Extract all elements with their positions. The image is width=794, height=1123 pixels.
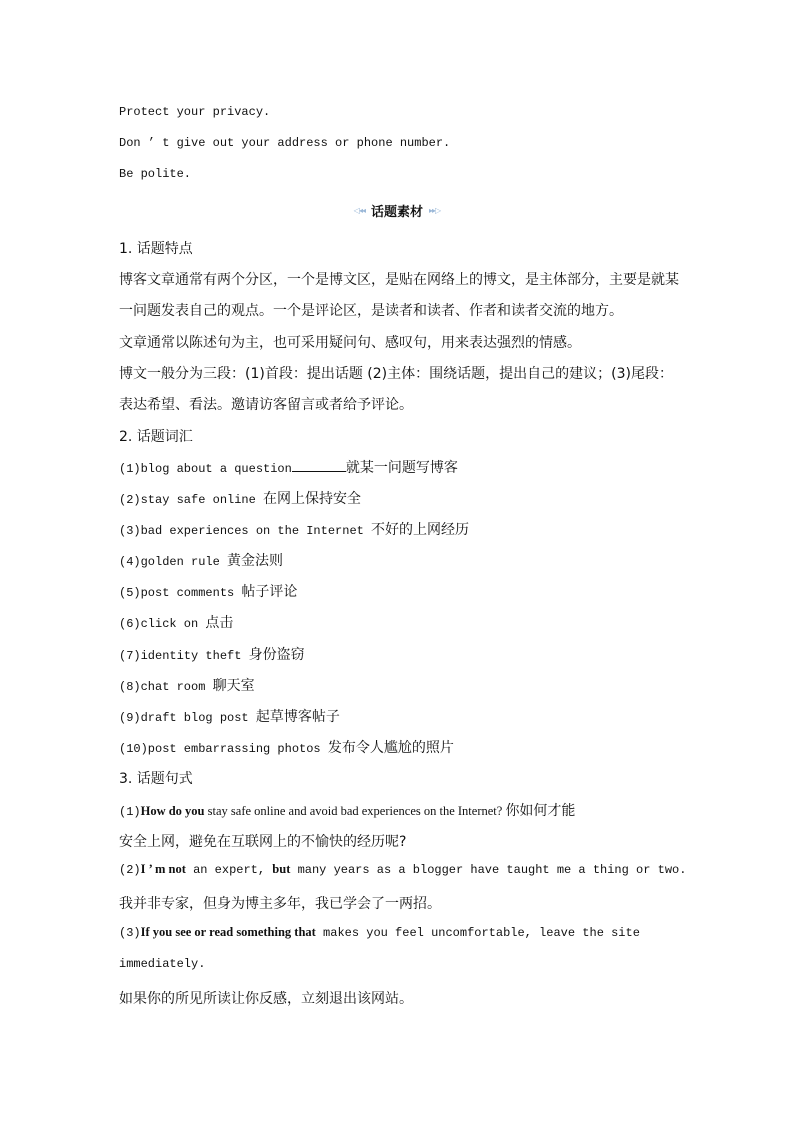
vocab-zh: 不好的上网经历 [371, 522, 470, 538]
sentence-2 [119, 862, 686, 877]
vocab-en: (2)stay safe online [119, 493, 264, 507]
sentence-1 [119, 800, 575, 820]
sentence-1-translation: 安全上网，避免在互联网上的不愉快的经历呢? [119, 834, 407, 850]
vocab-zh: 帖子评论 [241, 584, 298, 600]
vocab-item [119, 581, 297, 601]
sentence-text: stay safe online and avoid bad experiences on the Internet? [204, 804, 506, 818]
vocab-zh: 发布令人尴尬的照片 [327, 740, 454, 756]
section-2-heading: 2. 话题词汇 [119, 429, 193, 445]
vocab-zh: 点击 [205, 615, 234, 631]
vocab-en: (4)golden rule [119, 555, 228, 569]
sentence-pattern-bold: If you see or read something that [140, 925, 316, 939]
sentence-text: many years as a blogger have taught me a thing or two. [290, 863, 687, 877]
vocab-en: (8)chat room [119, 680, 213, 694]
s1-paragraph-3a: 博文一般分为三段：(1)首段：提出话题 (2)主体：围绕话题，提出自己的建议；(3)尾段： [119, 366, 673, 382]
vocab-en: (10)post embarrassing photos [119, 742, 328, 756]
section-3-heading: 3. 话题句式 [119, 771, 193, 787]
sentence-number: (3) [119, 926, 141, 940]
sentence-number: (1) [119, 805, 141, 819]
topic-material-banner [338, 202, 456, 218]
left-arrow-decoration-icon: ◁◂◂ [353, 205, 365, 215]
intro-line-3: Be polite. [119, 167, 192, 181]
intro-line-2: Don ’ t give out your address or phone number. [119, 136, 451, 150]
vocab-zh: 起草博客帖子 [255, 709, 340, 725]
s1-paragraph-1a: 博客文章通常有两个分区，一个是博文区，是贴在网络上的博文，是主体部分，主要是就某 [119, 272, 679, 288]
sentence-3-translation: 如果你的所见所读让你反感，立刻退出该网站。 [119, 991, 413, 1007]
sentence-number: (2) [119, 863, 141, 877]
sentence-text: an expert, [185, 863, 273, 877]
section-1-heading: 1. 话题特点 [119, 241, 193, 257]
right-arrow-decoration-icon: ▸▸▷ [429, 205, 441, 215]
sentence-3 [119, 925, 640, 940]
vocab-en: (9)draft blog post [119, 711, 256, 725]
vocab-item [119, 550, 283, 570]
s1-paragraph-1b: 一问题发表自己的观点。一个是评论区，是读者和读者、作者和读者交流的地方。 [119, 303, 623, 319]
vocab-en: (3)bad experiences on the Internet [119, 524, 372, 538]
intro-line-1: Protect your privacy. [119, 105, 271, 119]
s1-paragraph-2: 文章通常以陈述句为主，也可采用疑问句、感叹句，用来表达强烈的情感。 [119, 335, 581, 351]
vocab-en: (1)blog about a question [119, 462, 292, 476]
vocab-zh: 黄金法则 [227, 553, 284, 569]
vocab-en: (7)identity theft [119, 649, 249, 663]
vocab-zh: 聊天室 [212, 678, 255, 694]
vocab-item [119, 519, 469, 539]
vocab-item [119, 737, 454, 757]
s1-paragraph-3b: 表达希望、看法。邀请访客留言或者给予评论。 [119, 397, 413, 413]
vocab-zh: 就某一问题写博客 [345, 460, 458, 476]
sentence-pattern-bold: but [272, 862, 291, 876]
sentence-3-continuation: immediately. [119, 957, 206, 971]
sentence-text: makes you feel uncomfortable, leave the site [315, 926, 640, 940]
vocab-zh: 在网上保持安全 [263, 491, 362, 507]
sentence-translation: 你如何才能 [505, 803, 576, 819]
vocab-item [119, 675, 255, 695]
sentence-pattern-bold: How do you [140, 804, 205, 818]
sentence-pattern-bold: I ’ m not [140, 862, 186, 876]
vocab-item [119, 488, 361, 508]
sentence-2-translation: 我并非专家，但身为博主多年，我已学会了一两招。 [119, 896, 441, 912]
vocab-item [119, 706, 340, 726]
vocab-en: (6)click on [119, 617, 206, 631]
banner-title: 话题素材 [370, 204, 423, 220]
vocab-item [119, 612, 233, 632]
vocab-item [119, 644, 305, 664]
vocab-item [119, 457, 458, 477]
fill-in-blank [292, 459, 346, 472]
vocab-en: (5)post comments [119, 586, 242, 600]
vocab-zh: 身份盗窃 [248, 647, 305, 663]
